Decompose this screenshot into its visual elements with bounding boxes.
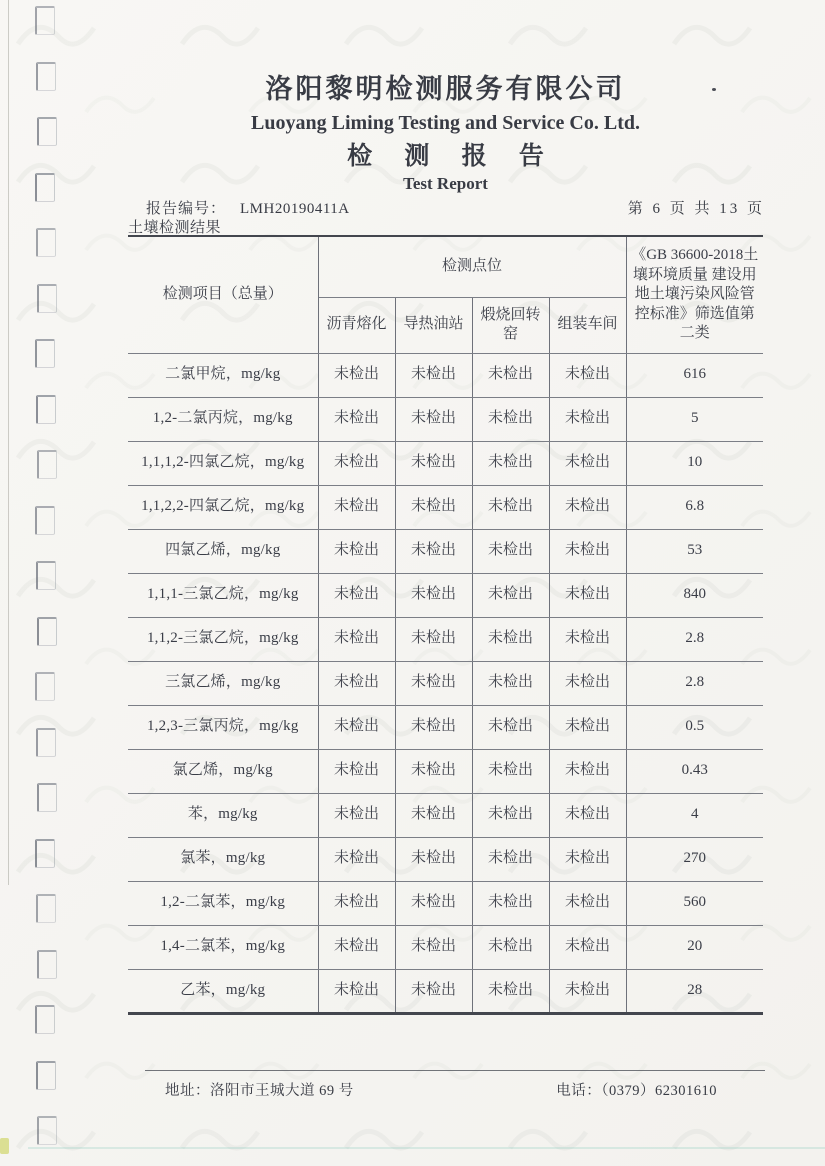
result-cell: 未检出 [549,573,626,617]
limit-cell: 616 [626,353,763,397]
result-cell: 未检出 [472,793,549,837]
table-row [128,485,763,529]
result-cell: 未检出 [395,969,472,1013]
result-cell: 未检出 [318,529,395,573]
table-row [128,749,763,793]
document-footer [145,1079,765,1100]
limit-cell: 28 [626,969,763,1013]
result-cell: 未检出 [549,353,626,397]
result-cell: 未检出 [395,397,472,441]
result-cell: 未检出 [395,485,472,529]
item-cell: 乙苯，mg/kg [128,969,318,1013]
result-cell: 未检出 [318,881,395,925]
item-cell: 1,2-二氯丙烷，mg/kg [128,397,318,441]
result-cell: 未检出 [472,353,549,397]
result-cell: 未检出 [549,749,626,793]
limit-cell: 4 [626,793,763,837]
result-cell: 未检出 [318,573,395,617]
result-cell: 未检出 [472,529,549,573]
result-cell: 未检出 [318,617,395,661]
limit-cell: 560 [626,881,763,925]
section-title: 土壤检测结果 [128,220,222,236]
result-cell: 未检出 [395,749,472,793]
result-cell: 未检出 [549,793,626,837]
limit-cell: 2.8 [626,617,763,661]
item-cell: 1,1,1-三氯乙烷，mg/kg [128,573,318,617]
result-cell: 未检出 [318,397,395,441]
result-cell: 未检出 [549,397,626,441]
limit-cell: 0.43 [626,749,763,793]
company-name-cn: 洛阳黎明检测服务有限公司 [265,74,626,104]
item-cell: 三氯乙烯，mg/kg [128,661,318,705]
footer-address-label: 地址： [165,1083,210,1099]
result-cell: 未检出 [549,617,626,661]
column-header-point: 组装车间 [549,297,626,353]
result-cell: 未检出 [318,353,395,397]
table-row [128,793,763,837]
limit-cell: 0.5 [626,705,763,749]
result-cell: 未检出 [395,881,472,925]
table-body [128,353,763,1013]
item-cell: 1,2,3-三氯丙烷，mg/kg [128,705,318,749]
result-cell: 未检出 [318,749,395,793]
item-cell: 1,4-二氯苯，mg/kg [128,925,318,969]
table-row [128,353,763,397]
result-cell: 未检出 [318,837,395,881]
report-title-en: Test Report [403,173,488,193]
result-cell: 未检出 [318,661,395,705]
item-cell: 苯，mg/kg [128,793,318,837]
result-cell: 未检出 [395,925,472,969]
result-cell: 未检出 [549,969,626,1013]
result-cell: 未检出 [549,529,626,573]
limit-cell: 270 [626,837,763,881]
item-cell: 氯苯，mg/kg [128,837,318,881]
result-cell: 未检出 [318,925,395,969]
column-group-points: 检测点位 [318,236,626,297]
column-header-point: 导热油站 [395,297,472,353]
result-cell: 未检出 [472,661,549,705]
item-cell: 氯乙烯，mg/kg [128,749,318,793]
result-cell: 未检出 [549,925,626,969]
footer-address-value: 洛阳市王城大道 69 号 [210,1083,354,1099]
limit-cell: 6.8 [626,485,763,529]
item-cell: 1,1,2,2-四氯乙烷，mg/kg [128,485,318,529]
result-cell: 未检出 [549,441,626,485]
result-cell: 未检出 [318,485,395,529]
result-cell: 未检出 [395,617,472,661]
page-indicator: 第 6 页 共 13 页 [627,201,765,217]
result-cell: 未检出 [395,573,472,617]
footer-phone-value: （0379）62301610 [601,1083,717,1099]
result-cell: 未检出 [472,969,549,1013]
limit-cell: 20 [626,925,763,969]
footer-divider [145,1070,765,1071]
table-row [128,881,763,925]
item-cell: 四氯乙烯，mg/kg [128,529,318,573]
table-row [128,661,763,705]
column-header-standard: 《GB 36600-2018土壤环境质量 建设用地土壤污染风险管控标准》筛选值第二类 [626,236,763,353]
result-cell: 未检出 [395,793,472,837]
limit-cell: 2.8 [626,661,763,705]
table-row [128,925,763,969]
item-cell: 1,1,1,2-四氯乙烷，mg/kg [128,441,318,485]
report-meta-row [146,197,765,218]
limit-cell: 840 [626,573,763,617]
footer-address [165,1079,354,1100]
results-table [128,235,763,1015]
table-row [128,837,763,881]
result-cell: 未检出 [472,485,549,529]
document-header [128,74,763,193]
result-cell: 未检出 [318,441,395,485]
result-cell: 未检出 [395,441,472,485]
result-cell: 未检出 [395,837,472,881]
report-number-value: LMH20190411A [240,201,350,217]
report-number-label: 报告编号： [146,201,227,217]
table-row [128,529,763,573]
result-cell: 未检出 [318,793,395,837]
result-cell: 未检出 [395,353,472,397]
table-row [128,705,763,749]
table-row [128,397,763,441]
table-row [128,441,763,485]
table-row [128,969,763,1013]
company-name-en: Luoyang Liming Testing and Service Co. Ltd. [251,112,640,135]
report-number [146,197,350,218]
result-cell: 未检出 [472,397,549,441]
result-cell: 未检出 [395,661,472,705]
column-header-item: 检测项目（总量） [128,236,318,353]
report-title-cn: 检 测 报 告 [347,143,557,171]
result-cell: 未检出 [318,969,395,1013]
result-cell: 未检出 [472,617,549,661]
table-row [128,573,763,617]
table-row [128,617,763,661]
result-cell: 未检出 [395,529,472,573]
limit-cell: 53 [626,529,763,573]
item-cell: 1,2-二氯苯，mg/kg [128,881,318,925]
result-cell: 未检出 [472,705,549,749]
limit-cell: 10 [626,441,763,485]
result-cell: 未检出 [472,837,549,881]
result-cell: 未检出 [318,705,395,749]
result-cell: 未检出 [472,881,549,925]
result-cell: 未检出 [549,661,626,705]
column-header-point: 沥青熔化 [318,297,395,353]
result-cell: 未检出 [472,441,549,485]
result-cell: 未检出 [472,749,549,793]
limit-cell: 5 [626,397,763,441]
column-header-point: 煅烧回转窑 [472,297,549,353]
result-cell: 未检出 [549,705,626,749]
item-cell: 二氯甲烷，mg/kg [128,353,318,397]
item-cell: 1,1,2-三氯乙烷，mg/kg [128,617,318,661]
result-cell: 未检出 [549,881,626,925]
footer-phone [556,1079,717,1100]
result-cell: 未检出 [549,485,626,529]
result-cell: 未检出 [472,573,549,617]
result-cell: 未检出 [395,705,472,749]
result-cell: 未检出 [549,837,626,881]
footer-phone-label: 电话： [556,1083,602,1099]
result-cell: 未检出 [472,925,549,969]
